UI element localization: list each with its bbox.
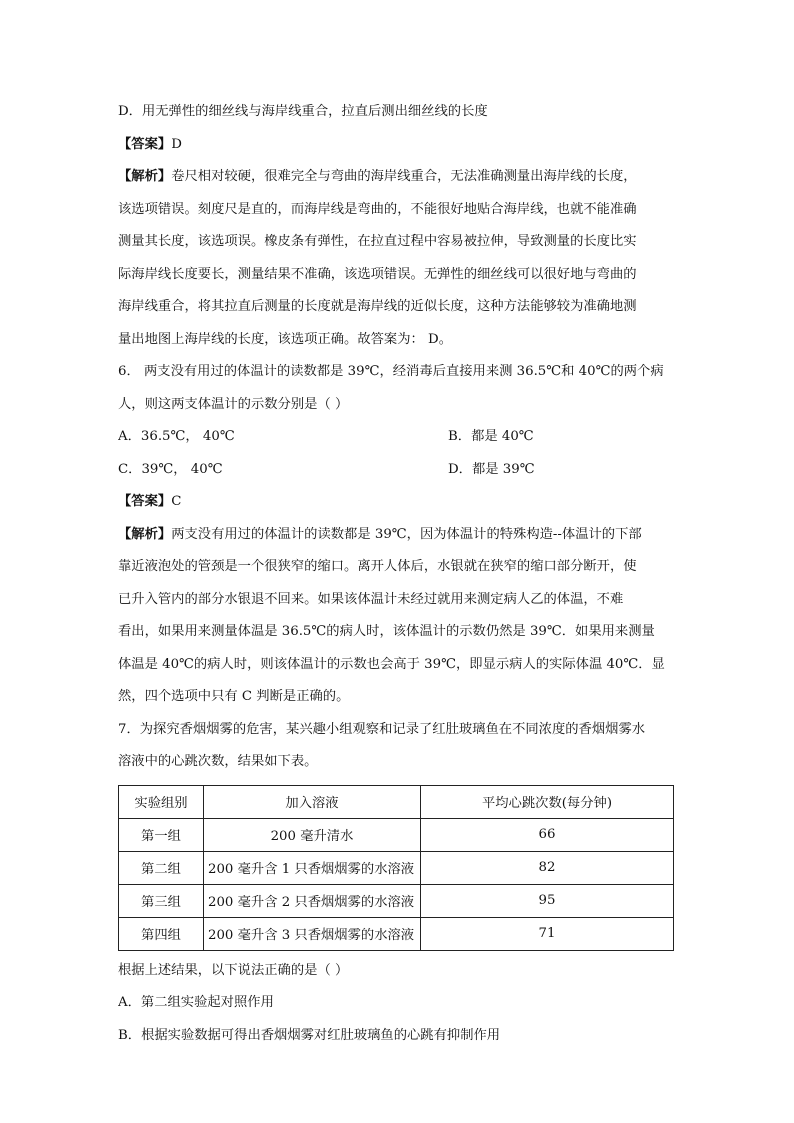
q7-stem-line: 溶液中的心跳次数，结果如下表。 xyxy=(118,754,318,769)
q6-option-a: A．36.5℃， 40℃ xyxy=(118,429,235,444)
q6-analysis-line: 看出，如果用来测量体温是 36.5℃的病人时，该体温计的示数仍然是 39℃．如果用来测量 xyxy=(118,624,655,639)
q6-stem-line: 人，则这两支体温计的示数分别是（ ） xyxy=(118,396,349,412)
table-cell: 82 xyxy=(421,851,674,884)
answer-value: C xyxy=(171,494,182,509)
q6-analysis-line: 已升入管内的部分水银退不回来。如果该体温计未经过就用来测定病人乙的体温，不难 xyxy=(118,591,624,607)
q6-options-row xyxy=(118,454,678,487)
table-cell: 第四组 xyxy=(119,917,204,950)
analysis-tag: 【解析】 xyxy=(118,526,172,542)
q5-answer xyxy=(118,129,678,162)
table-cell: 200 毫升含 2 只香烟烟雾的水溶液 xyxy=(204,884,421,917)
answer-tag: 【答案】 xyxy=(118,136,172,152)
q6-analysis-line: 【解析】两支没有用过的体温计的读数都是 39℃，因为体温计的特殊构造--体温计的下部 xyxy=(118,526,642,542)
table-cell: 第二组 xyxy=(119,851,204,884)
table-cell: 200 毫升含 1 只香烟烟雾的水溶液 xyxy=(204,851,421,884)
q6-analysis-line: 然，四个选项中只有 C 判断是正确的。 xyxy=(118,689,350,704)
q6-option-c: C．39℃， 40℃ xyxy=(118,461,223,477)
results-table xyxy=(118,785,674,951)
q5-analysis-line: 海岸线重合，将其拉直后测量的长度就是海岸线的近似长度，这种方法能够较为准确地测 xyxy=(118,299,637,314)
document-page xyxy=(118,96,678,1052)
answer-tag: 【答案】 xyxy=(118,494,172,509)
table-cell: 66 xyxy=(421,818,674,851)
table-header: 加入溶液 xyxy=(204,785,421,818)
q6-option-b: B．都是 40℃ xyxy=(448,429,534,444)
table-cell: 95 xyxy=(421,884,674,917)
q5-analysis-line: 量出地图上海岸线的长度，该选项正确。故答案为： D。 xyxy=(118,331,453,347)
option-d-previous-question: D．用无弹性的细丝线与海岸线重合，拉直后测出细丝线的长度 xyxy=(118,104,488,119)
q7-option-a: A．第二组实验起对照作用 xyxy=(118,995,274,1010)
table-cell: 200 毫升含 3 只香烟烟雾的水溶液 xyxy=(204,917,421,950)
q5-analysis-line: 该选项错误。刻度尺是直的，而海岸线是弯曲的，不能很好地贴合海岸线，也就不能准确 xyxy=(118,201,637,217)
q5-analysis-line: 际海岸线长度要长，测量结果不准确，该选项错误。无弹性的细丝线可以很好地与弯曲的 xyxy=(118,266,637,282)
q7-stem-line: 7．为探究香烟烟雾的危害，某兴趣小组观察和记录了红肚玻璃鱼在不同浓度的香烟烟雾水 xyxy=(118,721,646,737)
table-cell: 第一组 xyxy=(119,818,204,851)
table-cell: 第三组 xyxy=(119,884,204,917)
q6-analysis-line: 体温是 40℃的病人时，则该体温计的示数也会高于 39℃，即显示病人的实际体温 40℃．显 xyxy=(118,656,665,672)
table-cell: 200 毫升清水 xyxy=(204,818,421,851)
table-header-row xyxy=(119,785,674,818)
answer-value: D xyxy=(171,136,182,152)
table-row xyxy=(119,818,674,851)
table-row xyxy=(119,917,674,950)
table-cell: 71 xyxy=(421,917,674,950)
q6-option-d: D．都是 39℃ xyxy=(448,461,535,477)
table-row xyxy=(119,884,674,917)
q6-stem-line: 6． 两支没有用过的体温计的读数都是 39℃，经消毒后直接用来测 36.5℃和 40℃的两个病 xyxy=(118,364,664,379)
table-header: 平均心跳次数(每分钟) xyxy=(421,785,674,818)
q6-analysis-line: 靠近液泡处的管颈是一个很狭窄的缩口。离开人体后，水银就在狭窄的缩口部分断开，使 xyxy=(118,559,637,574)
q5-analysis-line: 测量其长度，该选项误。橡皮条有弹性，在拉直过程中容易被拉伸，导致测量的长度比实 xyxy=(118,234,637,249)
q6-options-row xyxy=(118,421,678,454)
q5-analysis-line: 【解析】卷尺相对较硬，很难完全与弯曲的海岸线重合，无法准确测量出海岸线的长度， xyxy=(118,169,637,184)
analysis-tag: 【解析】 xyxy=(118,169,172,184)
q7-question: 根据上述结果，以下说法正确的是（ ） xyxy=(118,962,349,978)
q7-option-b: B．根据实验数据可得出香烟烟雾对红肚玻璃鱼的心跳有抑制作用 xyxy=(118,1027,501,1043)
table-row xyxy=(119,851,674,884)
table-header: 实验组别 xyxy=(119,785,204,818)
q6-answer xyxy=(118,486,678,519)
